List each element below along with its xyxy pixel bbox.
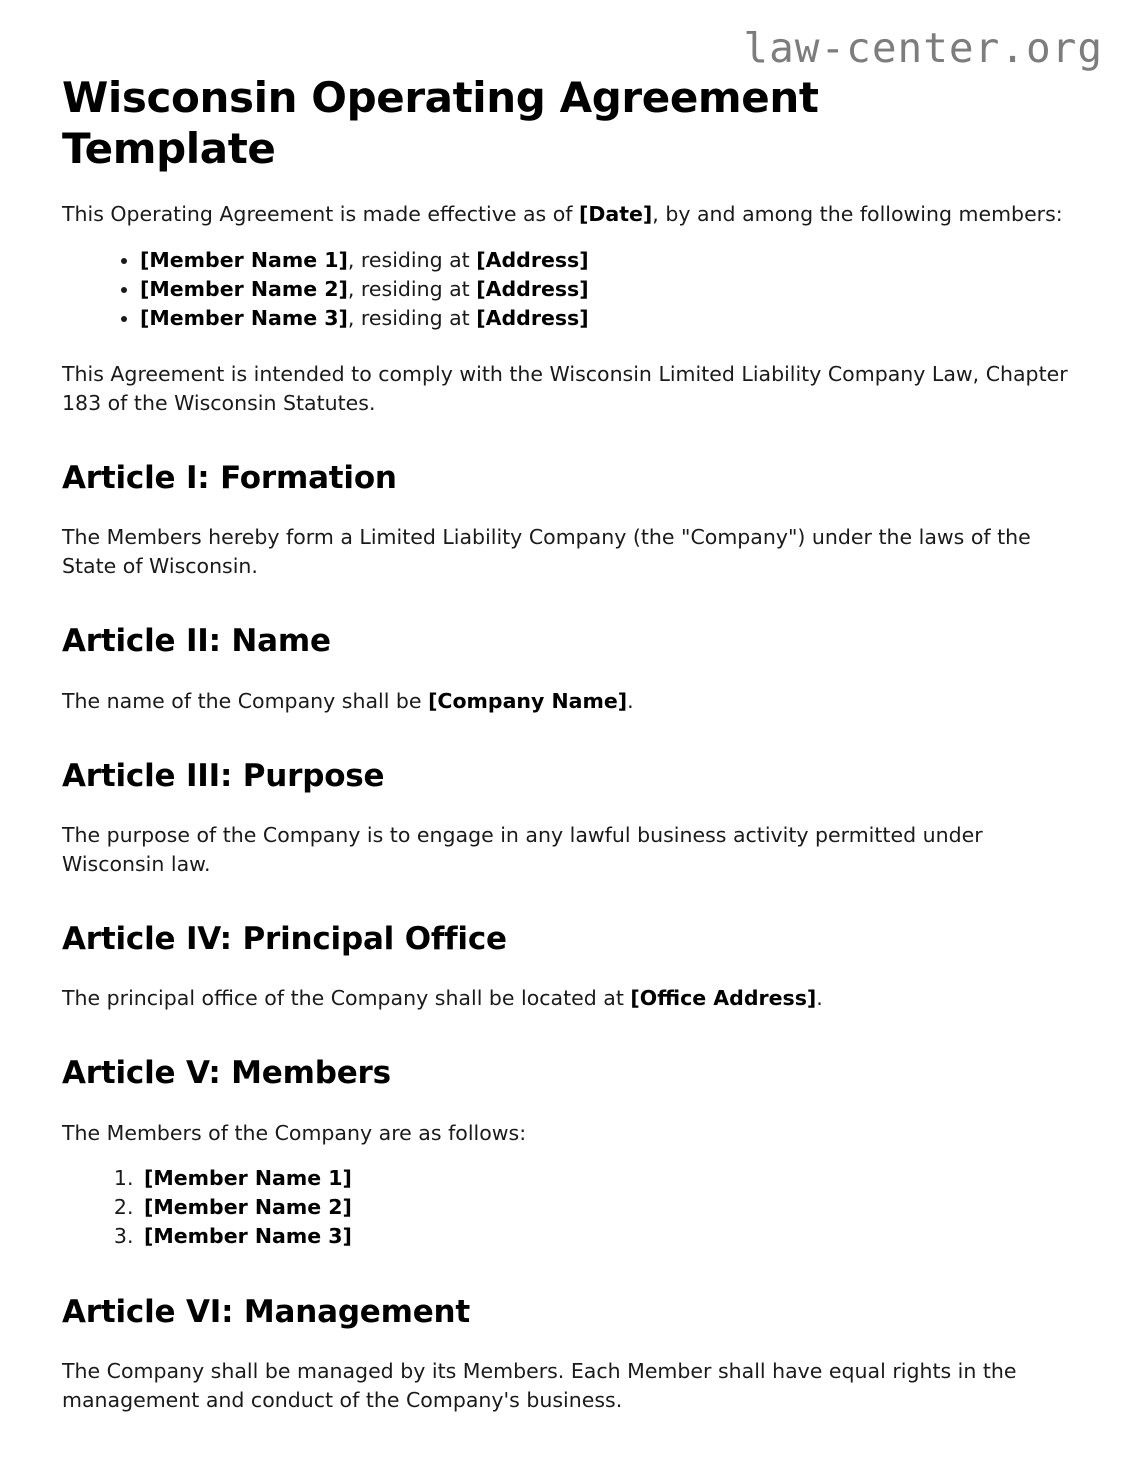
site-watermark: law-center.org — [743, 24, 1103, 72]
list-item — [140, 1165, 1071, 1192]
article-body-1: The Members hereby form a Limited Liability Company (the "Company") under the laws of the State of Wisconsin. — [62, 525, 1031, 579]
article-heading-5: Article V: Members — [62, 1055, 391, 1092]
member-name: [Member Name 3] — [144, 1223, 352, 1248]
list-item — [140, 1223, 1071, 1250]
article-body-2-part2: . — [627, 688, 634, 713]
member-address: [Address] — [476, 305, 589, 330]
article-body-5: The Members of the Company are as follows: — [62, 1120, 527, 1145]
date-placeholder: [Date] — [579, 202, 653, 227]
article-body-3: The purpose of the Company is to engage in any lawful business activity permitted under Wisconsin law. — [62, 822, 983, 876]
article-heading-1: Article I: Formation — [62, 459, 397, 496]
member-address: [Address] — [476, 247, 589, 272]
member-name: [Member Name 3] — [140, 305, 348, 330]
list-item — [140, 305, 1071, 332]
article-heading-4: Article IV: Principal Office — [62, 921, 507, 958]
list-item — [140, 276, 1071, 303]
article-body-2-part1: The name of the Company shall be — [62, 688, 429, 713]
intro-paragraph — [62, 174, 1071, 229]
article-body-4 — [62, 958, 1071, 1013]
article-body-4-part2: . — [816, 986, 823, 1011]
intro-text-part1: This Operating Agreement is made effective as of — [62, 202, 579, 227]
compliance-paragraph: This Agreement is intended to comply with the Wisconsin Limited Liability Company Law, Chapter 183 of the Wisconsin Statutes. — [62, 361, 1068, 415]
company-name-placeholder: [Company Name] — [428, 688, 628, 713]
member-separator: , residing at — [347, 276, 477, 301]
member-name: [Member Name 2] — [140, 276, 348, 301]
member-address-list — [62, 230, 1071, 332]
member-name: [Member Name 2] — [144, 1194, 352, 1219]
member-name: [Member Name 1] — [144, 1165, 352, 1190]
member-name: [Member Name 1] — [140, 247, 348, 272]
page-title: Wisconsin Operating Agreement Template — [62, 73, 819, 174]
office-address-placeholder: [Office Address] — [630, 986, 817, 1011]
intro-text-part2: , by and among the following members: — [652, 202, 1063, 227]
article-body-4-part1: The principal office of the Company shall be located at — [62, 986, 631, 1011]
article-body-6: The Company shall be managed by its Members. Each Member shall have equal rights in the management and conduct of the Company's business. — [62, 1358, 1017, 1413]
article-heading-6: Article VI: Management — [62, 1293, 471, 1330]
list-item — [140, 247, 1071, 274]
article-body-2 — [62, 661, 1071, 716]
article-heading-2: Article II: Name — [62, 623, 331, 660]
members-ordered-list — [62, 1148, 1071, 1250]
member-separator: , residing at — [347, 305, 477, 330]
member-separator: , residing at — [347, 247, 477, 272]
member-address: [Address] — [476, 276, 589, 301]
list-item — [140, 1194, 1071, 1221]
article-heading-3: Article III: Purpose — [62, 757, 385, 794]
